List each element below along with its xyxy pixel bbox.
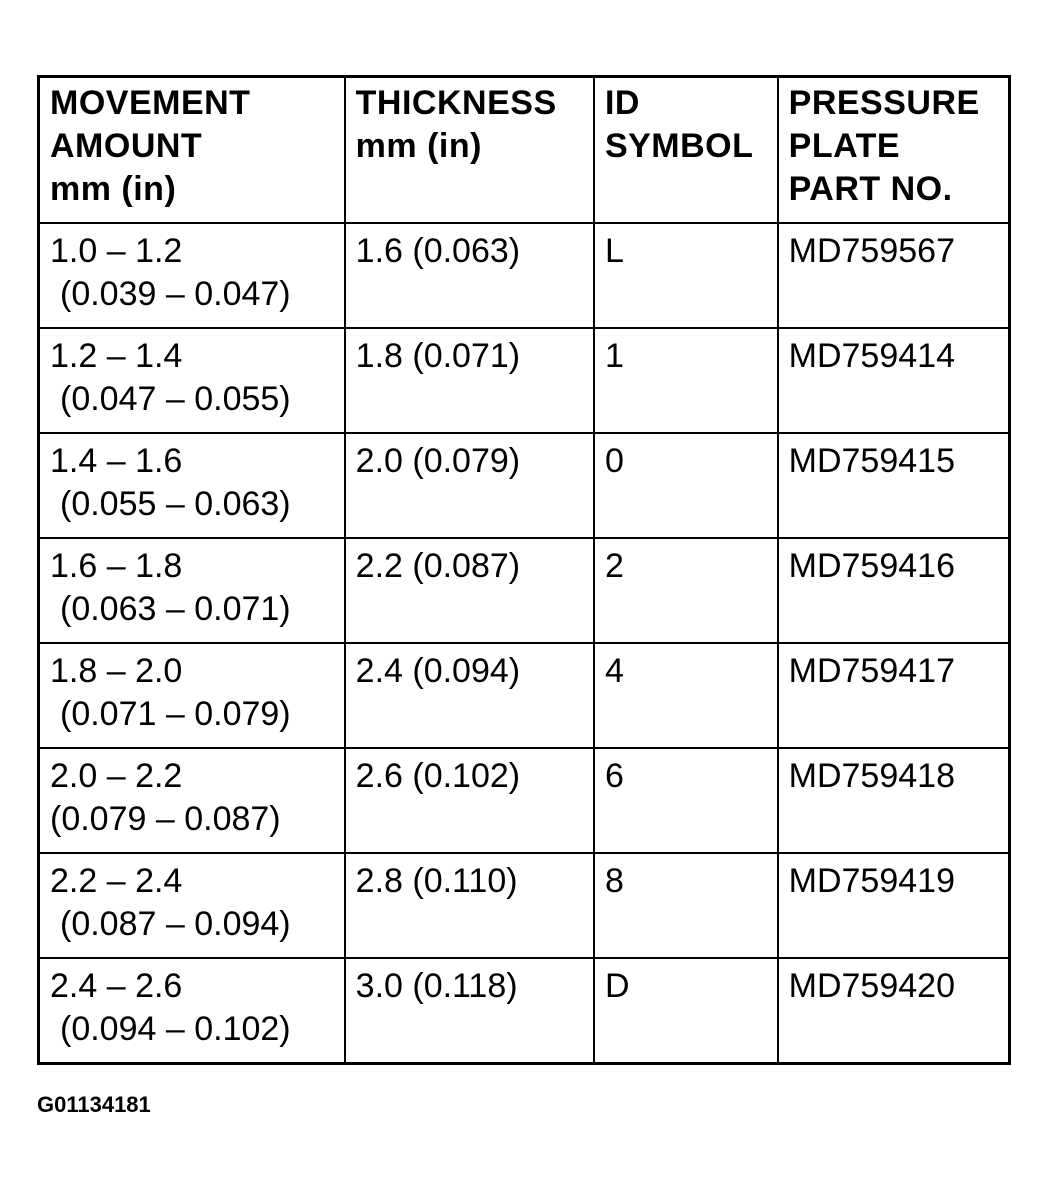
header-line: PART NO. <box>788 170 953 208</box>
part-no-cell: MD759420 <box>778 958 1010 1064</box>
header-line: mm (in) <box>50 170 177 208</box>
id-symbol-cell: 4 <box>594 643 778 748</box>
movement-in: (0.039 – 0.047) <box>60 275 291 313</box>
thickness-cell: 3.0 (0.118) <box>345 958 594 1064</box>
movement-amount-cell <box>39 958 345 1064</box>
id-symbol-cell: 2 <box>594 538 778 643</box>
thickness-cell: 2.8 (0.110) <box>345 853 594 958</box>
header-line: PRESSURE <box>788 84 980 122</box>
table-row <box>39 433 1010 538</box>
id-symbol-cell: L <box>594 223 778 328</box>
part-no-cell: MD759417 <box>778 643 1010 748</box>
table-row <box>39 643 1010 748</box>
movement-in: (0.063 – 0.071) <box>60 590 291 628</box>
movement-mm: 2.0 – 2.2 <box>50 757 183 795</box>
table-row <box>39 958 1010 1064</box>
table-header <box>39 77 1010 224</box>
id-symbol-cell: 1 <box>594 328 778 433</box>
part-no-cell: MD759567 <box>778 223 1010 328</box>
header-movement-amount <box>39 77 345 224</box>
movement-amount-cell <box>39 643 345 748</box>
table-row <box>39 748 1010 853</box>
movement-in: (0.047 – 0.055) <box>60 380 291 418</box>
movement-amount-cell <box>39 223 345 328</box>
header-line: PLATE <box>788 127 901 165</box>
id-symbol-cell: 0 <box>594 433 778 538</box>
movement-mm: 1.2 – 1.4 <box>50 337 183 375</box>
movement-in: (0.094 – 0.102) <box>60 1010 291 1048</box>
movement-in: (0.087 – 0.094) <box>60 905 291 943</box>
movement-mm: 1.0 – 1.2 <box>50 232 183 270</box>
table-row <box>39 538 1010 643</box>
movement-mm: 2.2 – 2.4 <box>50 862 183 900</box>
id-symbol-cell: 6 <box>594 748 778 853</box>
pressure-plate-spec-table <box>37 75 1011 1065</box>
header-id-symbol <box>594 77 778 224</box>
header-thickness <box>345 77 594 224</box>
table-row <box>39 328 1010 433</box>
header-line: THICKNESS <box>355 84 557 122</box>
table-body <box>39 223 1010 1064</box>
movement-amount-cell <box>39 433 345 538</box>
part-no-cell: MD759414 <box>778 328 1010 433</box>
thickness-cell: 2.2 (0.087) <box>345 538 594 643</box>
movement-mm: 2.4 – 2.6 <box>50 967 183 1005</box>
movement-amount-cell <box>39 538 345 643</box>
header-row <box>39 77 1010 224</box>
thickness-cell: 1.8 (0.071) <box>345 328 594 433</box>
movement-amount-cell <box>39 328 345 433</box>
header-line: SYMBOL <box>604 127 754 165</box>
table-row <box>39 853 1010 958</box>
thickness-cell: 2.4 (0.094) <box>345 643 594 748</box>
header-pressure-plate-part-no <box>778 77 1010 224</box>
id-symbol-cell: D <box>594 958 778 1064</box>
movement-in: (0.055 – 0.063) <box>60 485 291 523</box>
movement-amount-cell <box>39 853 345 958</box>
header-line: AMOUNT <box>50 127 203 165</box>
header-line: MOVEMENT <box>50 84 251 122</box>
header-line: mm (in) <box>355 127 482 165</box>
id-symbol-cell: 8 <box>594 853 778 958</box>
part-no-cell: MD759419 <box>778 853 1010 958</box>
header-line: ID <box>604 84 640 122</box>
part-no-cell: MD759415 <box>778 433 1010 538</box>
movement-amount-cell <box>39 748 345 853</box>
movement-mm: 1.6 – 1.8 <box>50 547 183 585</box>
movement-mm: 1.8 – 2.0 <box>50 652 183 690</box>
part-no-cell: MD759416 <box>778 538 1010 643</box>
movement-mm: 1.4 – 1.6 <box>50 442 183 480</box>
movement-in: (0.071 – 0.079) <box>60 695 291 733</box>
figure-id: G01134181 <box>37 1092 151 1117</box>
thickness-cell: 2.0 (0.079) <box>345 433 594 538</box>
thickness-cell: 1.6 (0.063) <box>345 223 594 328</box>
thickness-cell: 2.6 (0.102) <box>345 748 594 853</box>
movement-in: (0.079 – 0.087) <box>50 800 281 838</box>
table-row <box>39 223 1010 328</box>
part-no-cell: MD759418 <box>778 748 1010 853</box>
